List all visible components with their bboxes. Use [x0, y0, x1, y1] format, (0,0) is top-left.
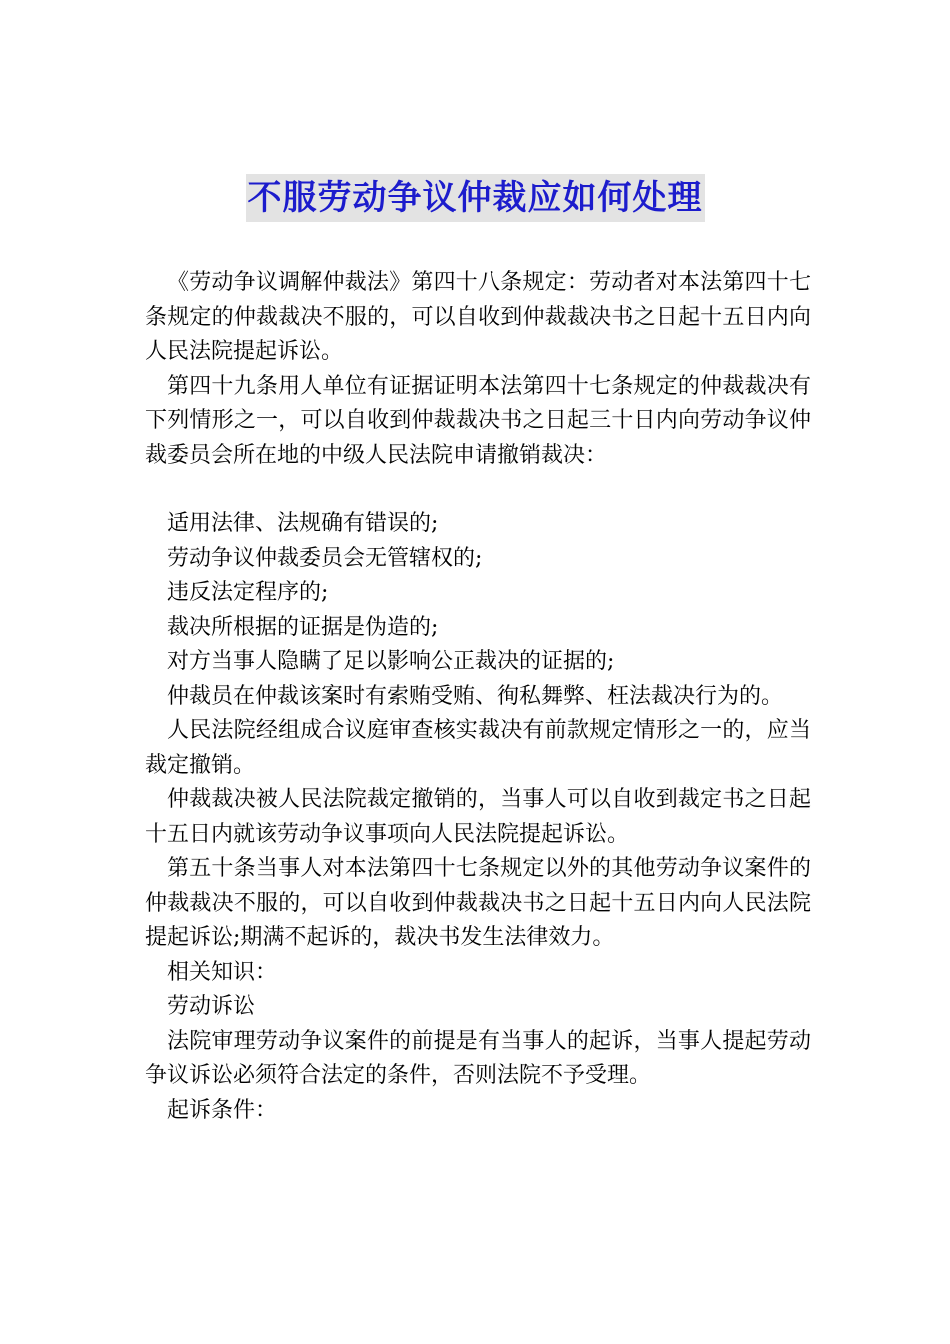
document-title: 不服劳动争议仲裁应如何处理 — [246, 174, 705, 222]
document-body — [145, 266, 811, 1128]
list-item: 劳动争议仲裁委员会无管辖权的; — [167, 545, 483, 571]
list-item: 裁决所根据的证据是伪造的; — [167, 614, 439, 640]
paragraph-article-50: 第五十条当事人对本法第四十七条规定以外的其他劳动争议案件的仲裁裁决不服的，可以自收到仲裁裁决书之日起十五日内向人民法院提起诉讼;期满不起诉的，裁决书发生法律效力。 — [145, 856, 811, 950]
section-heading-related: 相关知识： — [167, 959, 278, 985]
list-item: 对方当事人隐瞒了足以影响公正裁决的证据的; — [167, 649, 615, 674]
paragraph-article-48: 《劳动争议调解仲裁法》第四十八条规定：劳动者对本法第四十七条规定的仲裁裁决不服的，可以自收到仲裁裁决书之日起十五日内向人民法院提起诉讼。 — [145, 270, 811, 364]
list-item: 适用法律、法规确有错误的; — [167, 511, 439, 536]
list-item: 仲裁员在仲裁该案时有索贿受贿、徇私舞弊、枉法裁决行为的。 — [167, 683, 784, 709]
title-area — [0, 174, 950, 222]
blank-line — [145, 473, 811, 507]
list-item: 违反法定程序的; — [167, 580, 329, 605]
paragraph-court-review: 人民法院经组成合议庭审查核实裁决有前款规定情形之一的，应当裁定撤销。 — [145, 718, 811, 778]
section-heading-labor-litigation: 劳动诉讼 — [167, 994, 256, 1019]
paragraph-litigation-premise: 法院审理劳动争议案件的前提是有当事人的起诉，当事人提起劳动争议诉讼必须符合法定的条件，否则法院不予受理。 — [145, 1028, 811, 1088]
section-heading-conditions: 起诉条件： — [167, 1097, 278, 1123]
paragraph-revocation: 仲裁裁决被人民法院裁定撤销的，当事人可以自收到裁定书之日起十五日内就该劳动争议事项向人民法院提起诉讼。 — [145, 787, 811, 847]
paragraph-article-49: 第四十九条用人单位有证据证明本法第四十七条规定的仲裁裁决有下列情形之一，可以自收到仲裁裁决书之日起三十日内向劳动争议仲裁委员会所在地的中级人民法院申请撤销裁决： — [145, 373, 811, 468]
